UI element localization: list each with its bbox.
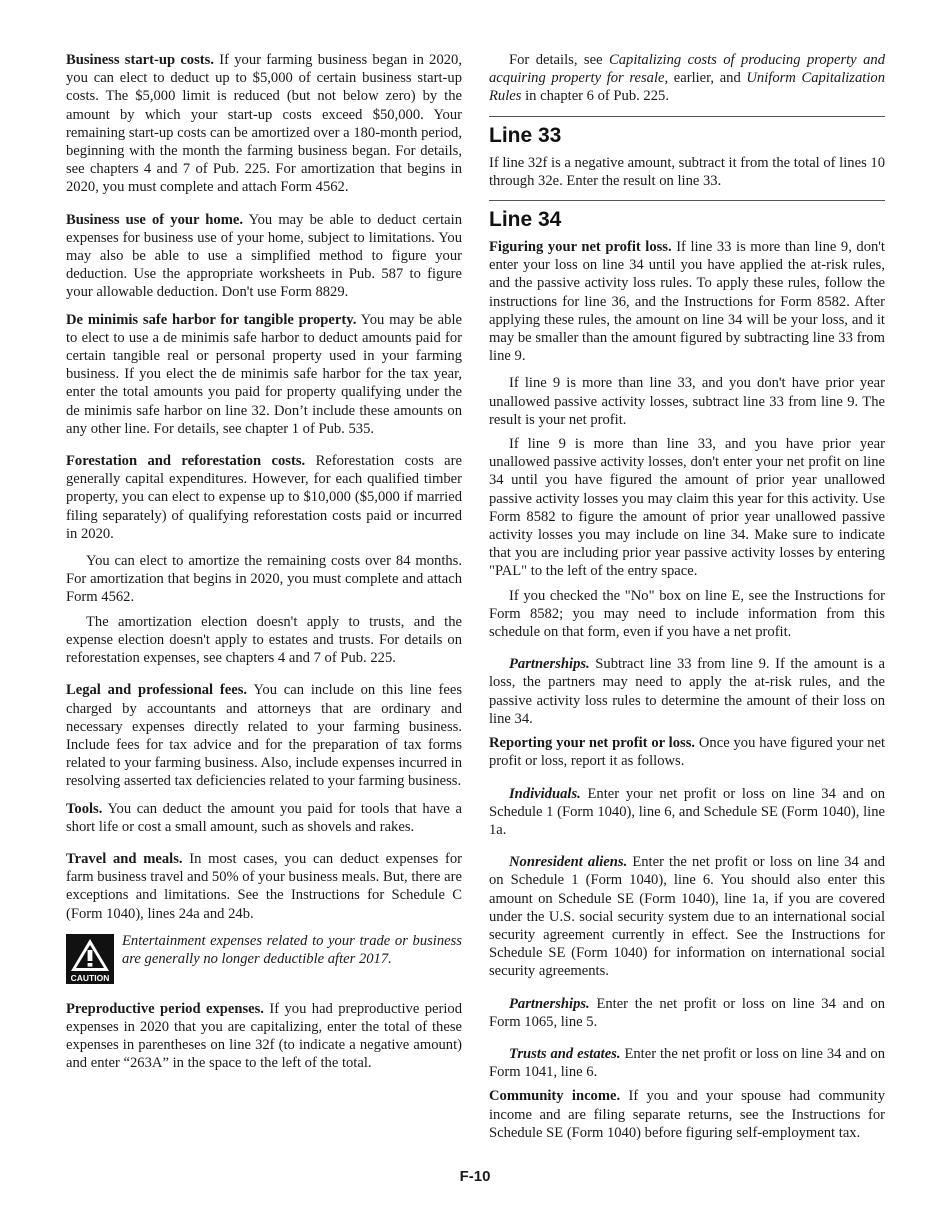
forestation-text: Reforestation costs are generally capital expenditures. However, for each qualified timber property, you can elect to expense up to $10,000 ($5,000 if married filing separately) of qualifying reforestation costs paid or incurred in 2020. — [66, 453, 462, 542]
details-pre: For details, see — [509, 52, 609, 68]
line-e-paragraph: If you checked the "No" box on line E, see the Instructions for Form 8582; you may need to include information from this schedule on that form, even if you have a net profit. — [489, 587, 885, 641]
details-link-capitalizing: Capitalizing costs of producing property and acquiring property for resale — [489, 52, 885, 87]
partnerships-loss-text: Subtract line 33 from line 9. If the amount is a loss, the partners may need to apply the at-risk rules, and the passive activity loss rules to determine the amount of their loss on line 34. — [489, 656, 885, 727]
divider — [489, 116, 885, 117]
nonresident-aliens-text: Enter the net profit or loss on line 34 and on Schedule 1 (Form 1040), line 6. You should also enter this amount on Schedule SE (Form 1040), line 1a, if you are covered under the U.S. social security system due to an international social security agreement currently in effect. See the Instructions for Schedule SE (Form 1040) for information on international social security agreements. — [489, 854, 886, 980]
caution-text: Entertainment expenses related to your trade or business are generally no longer deductible after 2017. — [122, 932, 462, 967]
tools-heading: Tools. — [66, 800, 103, 817]
divider — [489, 200, 885, 201]
de-minimis-paragraph — [66, 311, 462, 438]
reporting-heading: Reporting your net profit or loss. — [489, 735, 696, 752]
trusts-estates-paragraph — [489, 1045, 885, 1081]
legal-fees-heading: Legal and professional fees. — [66, 682, 248, 699]
page-number: F-10 — [459, 1168, 491, 1185]
travel-meals-paragraph — [66, 850, 462, 923]
details-post: in chapter 6 of Pub. 225. — [521, 88, 669, 105]
caution-label: CAUTION — [70, 972, 110, 983]
reporting-text: Once you have figured your net profit or loss, report it as follows. — [489, 735, 886, 770]
individuals-text: Enter your net profit or loss on line 34 and on Schedule 1 (Form 1040), line 6, and Schedule SE (Form 1040), line 1a. — [489, 785, 885, 838]
individuals-heading: Individuals. — [509, 785, 581, 802]
partnerships-report-heading: Partnerships. — [509, 995, 590, 1012]
startup-costs-heading: Business start-up costs. — [66, 52, 214, 68]
details-link-uniform: Uniform Capitalization Rules — [489, 70, 885, 105]
community-income-paragraph — [489, 1087, 885, 1142]
partnerships-report-paragraph — [489, 995, 885, 1031]
trusts-estates-text: Enter the net profit or loss on line 34 and on Form 1041, line 6. — [489, 1045, 885, 1081]
net-profit-loss-paragraph — [489, 238, 885, 365]
startup-costs-text: If your farming business began in 2020, you can elect to deduct up to $5,000 of certain business start-up costs. The $5,000 limit is reduced (but not below zero) by the amount by which your start-up costs exceed $50,000. Your remaining start-up costs can be amortized over a 180-month period, beginning with the month the farming business began. For details, see chapters 4 and 7 of Pub. 225. For amortization that begins in 2020, you must complete and attach Form 4562. — [66, 52, 462, 196]
line-33-text: If line 32f is a negative amount, subtract it from the total of lines 10 through 32e. Enter the result on line 33. — [489, 154, 885, 189]
line-33-title: Line 33 — [489, 123, 562, 147]
de-minimis-text: You may be able to elect to use a de minimis safe harbor to deduct amounts paid for certain tangible real or personal property used in your farming business. If you elect the de minimis safe harbor for the tax year, enter the total amounts you paid for property qualifying under the de minimis safe harbor on line 32. Don’t include these amounts on any other line. For details, see chapter 1 of Pub. 535. — [66, 311, 462, 437]
community-income-heading: Community income. — [489, 1088, 621, 1105]
tools-paragraph — [66, 800, 462, 836]
home-use-paragraph — [66, 211, 462, 302]
caution-icon — [66, 934, 114, 984]
partnerships-report-text: Enter the net profit or loss on line 34 and on Form 1065, line 5. — [489, 995, 885, 1030]
net-profit-paragraph: If line 9 is more than line 33, and you don't have prior year unallowed passive activity losses, subtract line 33 from line 9. The result is your net profit. — [489, 375, 885, 428]
tools-text: You can deduct the amount you paid for tools that have a short life or cost a small amount, such as shovels and rakes. — [66, 800, 462, 835]
legal-fees-paragraph — [66, 681, 462, 790]
travel-meals-heading: Travel and meals. — [66, 850, 183, 867]
home-use-text: You may be able to deduct certain expenses for business use of your home, subject to limitations. You may also be able to use a simplified method to figure your deduction. Use the appropriate worksheets in Pub. 587 to figure your allowable deduction. Don't use Form 8829. — [66, 211, 462, 301]
community-income-text: If you and your spouse had community income and are filing separate returns, see the Instructions for Schedule SE (Form 1040) before figuring self-employment tax. — [489, 1088, 885, 1141]
caution-note — [66, 932, 462, 984]
prior-year-losses-paragraph: If line 9 is more than line 33, and you have prior year unallowed passive activity losses, don't enter your net profit on line 34 until you have figured the amount of prior year unallowed passive activity losses you may claim this year for this activity. Use Form 8582 to figure the amount of prior year unallowed passive activity losses you may include on line 34. Make sure to indicate that you are including prior year passive activity losses by entering "PAL" to the left of the entry space. — [489, 436, 885, 580]
preproductive-heading: Preproductive period expenses. — [66, 1000, 264, 1017]
right-column — [489, 51, 885, 1151]
travel-meals-text: In most cases, you can deduct expenses for farm business travel and 50% of your business meals. But, there are exceptions and limitations. See the Instructions for Schedule C (Form 1040), lines 24a and 24b. — [66, 850, 462, 922]
individuals-paragraph — [489, 785, 885, 840]
preproductive-paragraph — [66, 1000, 462, 1073]
forestation-paragraph — [66, 452, 462, 543]
capitalizing-details-paragraph — [489, 51, 885, 106]
forestation-heading: Forestation and reforestation costs. — [66, 453, 306, 470]
left-column — [66, 51, 462, 1082]
nonresident-aliens-paragraph — [489, 853, 885, 980]
net-profit-loss-heading: Figuring your net profit loss. — [489, 239, 672, 256]
startup-costs-paragraph — [66, 51, 462, 197]
home-use-heading: Business use of your home. — [66, 211, 243, 228]
partnerships-loss-heading: Partnerships. — [509, 656, 590, 673]
forestation-amortize-paragraph: You can elect to amortize the remaining costs over 84 months. For amortization that begins in 2020, you must complete and attach Form 4562. — [66, 553, 462, 606]
legal-fees-text: You can include on this line fees charged by accountants and attorneys that are ordinary and necessary expenses directly related to your farming business. Include fees for tax advice and for the preparation of tax forms related to your farming business. Also, include expenses incurred in resolving asserted tax deficiencies related to your farming business. — [66, 682, 463, 790]
de-minimis-heading: De minimis safe harbor for tangible property. — [66, 311, 357, 328]
line-34-title: Line 34 — [489, 208, 562, 232]
reporting-paragraph — [489, 734, 885, 770]
partnerships-loss-paragraph — [489, 655, 885, 728]
preproductive-text: If you had preproductive period expenses in 2020 that you are capitalizing, enter the total of these expenses in parentheses on line 32f (to indicate a negative amount) and enter “263A” in the space to the left of the total. — [66, 1000, 462, 1072]
nonresident-aliens-heading: Nonresident aliens. — [509, 854, 628, 871]
forestation-election-paragraph: The amortization election doesn't apply to trusts, and the expense election doesn't apply to estates and trusts. For details on reforestation expenses, see chapters 4 and 7 of Pub. 225. — [66, 613, 462, 667]
trusts-estates-heading: Trusts and estates. — [509, 1045, 621, 1062]
net-profit-loss-text: If line 33 is more than line 9, don't enter your loss on line 34 until you have applied the at-risk rules, and the passive activity loss rules. To apply these rules, follow the instructions for line 36, and the Instructions for Form 8582. After applying these rules, the amount on line 34 will be your loss, and it may be smaller than the amount figured by subtracting line 33 from line 9. — [489, 239, 885, 365]
details-mid: , earlier, and — [664, 70, 747, 87]
